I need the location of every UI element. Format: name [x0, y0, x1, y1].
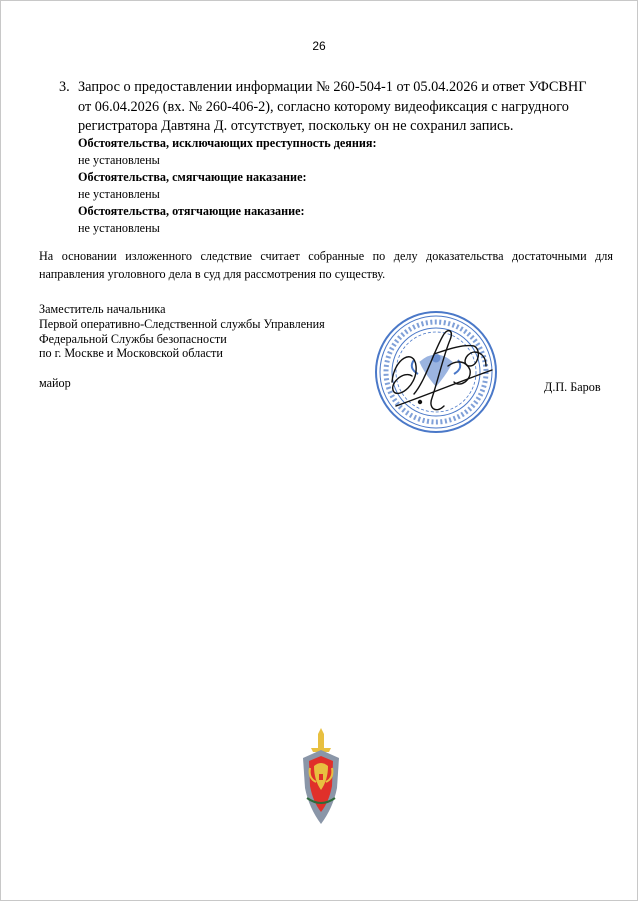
- conclusion-line-1: На основании изложенного следствие считает собранные по делу доказательства достаточными для: [39, 249, 613, 263]
- emblem-icon: [303, 728, 339, 824]
- circumstance-heading-aggravating: Обстоятельства, отягчающие наказание:: [78, 204, 305, 218]
- list-item-number: 3.: [59, 79, 70, 95]
- signatory-name: Д.П. Баров: [544, 380, 601, 394]
- circumstance-heading-mitigating: Обстоятельства, смягчающие наказание:: [78, 170, 307, 184]
- circumstance-value-excluding: не установлены: [78, 153, 160, 167]
- circumstance-heading-excluding: Обстоятельства, исключающих преступность деяния:: [78, 136, 377, 150]
- circumstance-value-mitigating: не установлены: [78, 187, 160, 201]
- signatory-line: Федеральной Службы безопасности: [39, 331, 227, 346]
- signatory-rank: майор: [39, 376, 71, 390]
- list-item-text: Запрос о предоставлении информации № 260-504-1 от 05.04.2026 и ответ УФСВНГ от 06.04.2026 (вх. № 260-406-2), согласно которому видеофиксация с нагрудного регистратора Давтяна Д. отсутствует, поскольку он не сохранил запись.: [78, 79, 587, 134]
- circumstances-block: [78, 135, 377, 237]
- circumstance-value-aggravating: не установлены: [78, 221, 160, 235]
- signatory-line: Заместитель начальника: [39, 302, 166, 316]
- list-item-3: [59, 78, 599, 137]
- conclusion-line-2: направления уголовного дела в суд для рассмотрения по существу.: [39, 267, 386, 281]
- official-seal-with-signature: [374, 310, 498, 434]
- signatory-line: по г. Москве и Московской области: [39, 346, 223, 361]
- fsb-emblem: [301, 728, 341, 824]
- signatory-line: Первой оперативно-Следственной службы Управления: [39, 316, 325, 331]
- page-number: 26: [312, 39, 326, 53]
- signatory-position: [39, 302, 325, 361]
- conclusion-paragraph: [39, 247, 613, 283]
